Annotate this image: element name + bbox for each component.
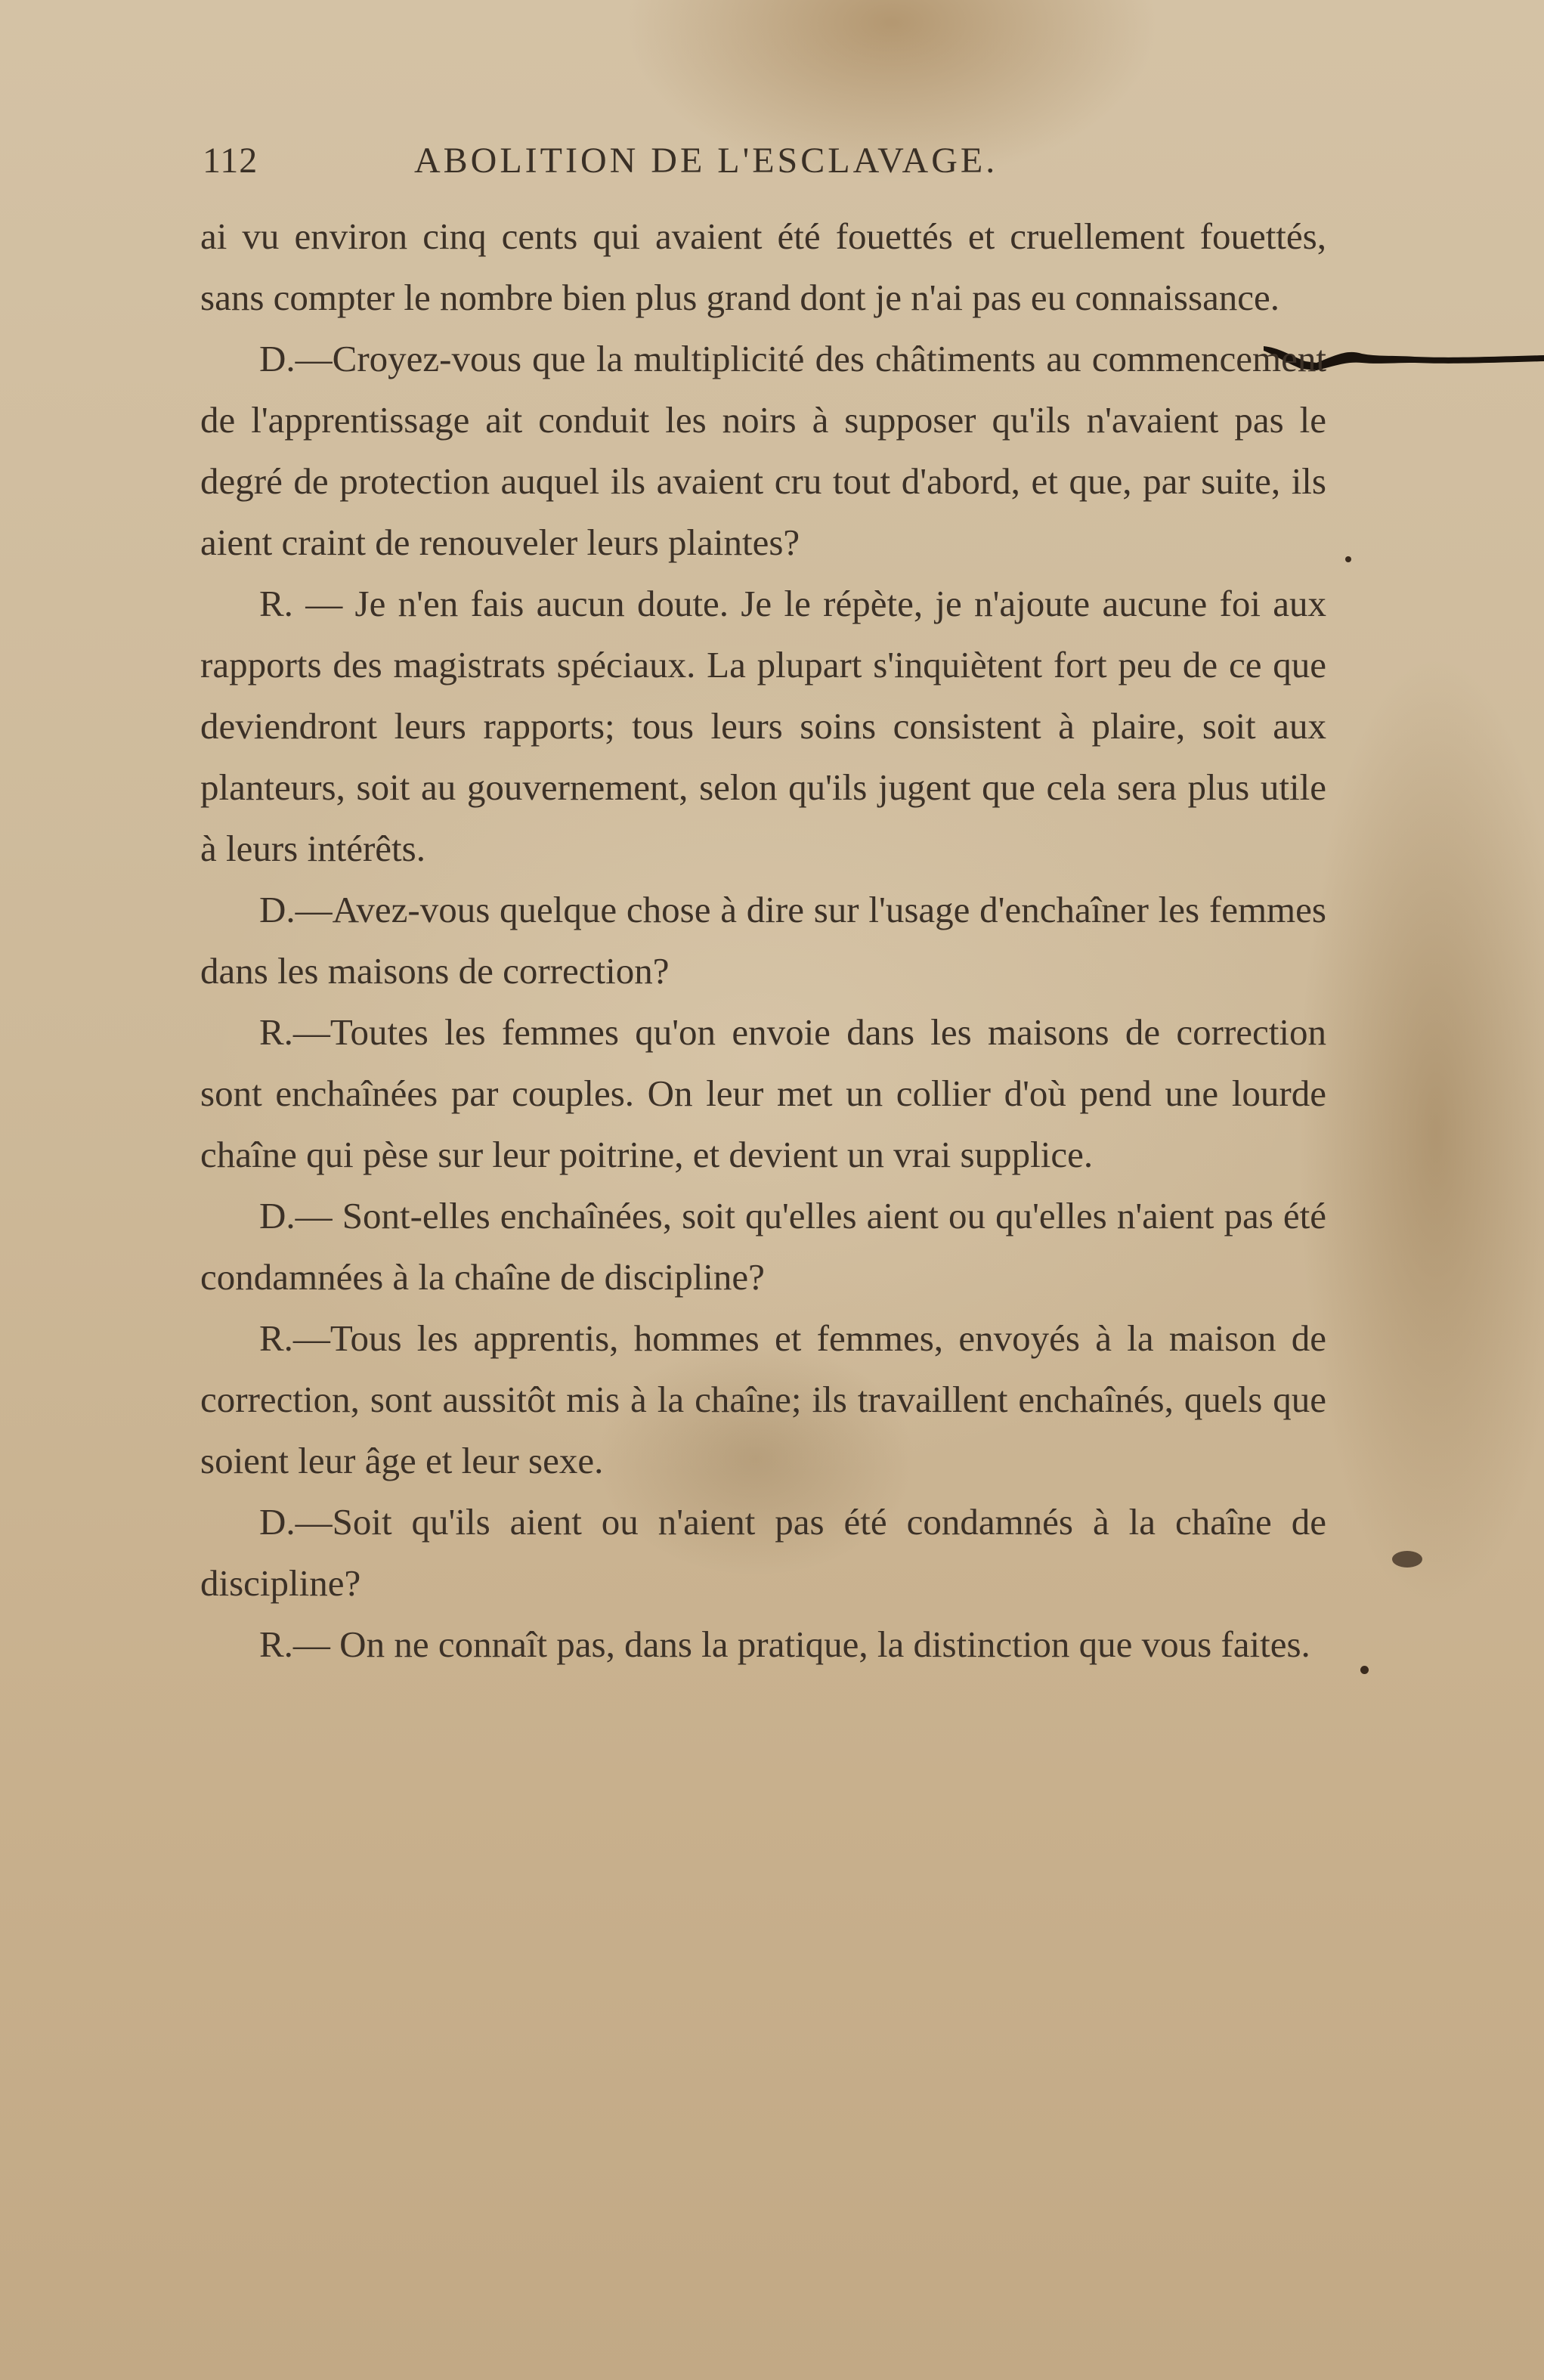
question-paragraph: D.— Sont-elles enchaînées, soit qu'elles aient ou qu'elles n'aient pas été condamnées à la chaîne de discipline? [200,1195,1326,1298]
ink-dot [1345,556,1351,562]
paragraph-continuation: ai vu environ cinq cents qui avaient été fouettés et cruellement fouettés, sans compter le nombre bien plus grand dont je n'ai pas eu connaissance. [200,215,1326,318]
ink-dot [1360,1666,1369,1674]
question-paragraph: D.—Croyez-vous que la multiplicité des châtiments au commencement de l'apprentissage ait conduit les noirs à supposer qu'ils n'avaient pas le degré de protection auquel ils avaient cru tout d'abord, et que, par suite, ils aient craint de renouveler leurs plaintes? [200,338,1326,563]
answer-paragraph: R.— On ne connaît pas, dans la pratique, la distinction que vous faites. [259,1623,1310,1665]
running-title: ABOLITION DE L'ESCLAVAGE. [414,141,998,181]
question-paragraph: D.—Avez-vous quelque chose à dire sur l'usage d'enchaîner les femmes dans les maisons de correction? [200,889,1326,992]
page-header [203,140,1329,185]
question-paragraph: D.—Soit qu'ils aient ou n'aient pas été condamnés à la chaîne de discipline? [200,1501,1326,1604]
ink-blot [1392,1551,1422,1568]
answer-paragraph: R.—Tous les apprentis, hommes et femmes, envoyés à la maison de correction, sont aussitôt mis à la chaîne; ils travaillent enchaînés, quels que soient leur âge et leur sexe. [200,1317,1326,1481]
answer-paragraph: R. — Je n'en fais aucun doute. Je le répète, je n'ajoute aucune foi aux rapports des magistrats spéciaux. La plupart s'inquiètent fort peu de ce que deviendront leurs rapports; tous leurs soins consistent à plaire, soit aux planteurs, soit au gouvernement, selon qu'ils jugent que cela sera plus utile à leurs intérêts. [200,583,1326,869]
answer-paragraph: R.—Toutes les femmes qu'on envoie dans les maisons de correction sont enchaînées par couples. On leur met un collier d'où pend une lourde chaîne qui pèse sur leur poitrine, et devient un vrai supplice. [200,1011,1326,1175]
page-number: 112 [203,141,258,181]
page-body [200,206,1326,1675]
